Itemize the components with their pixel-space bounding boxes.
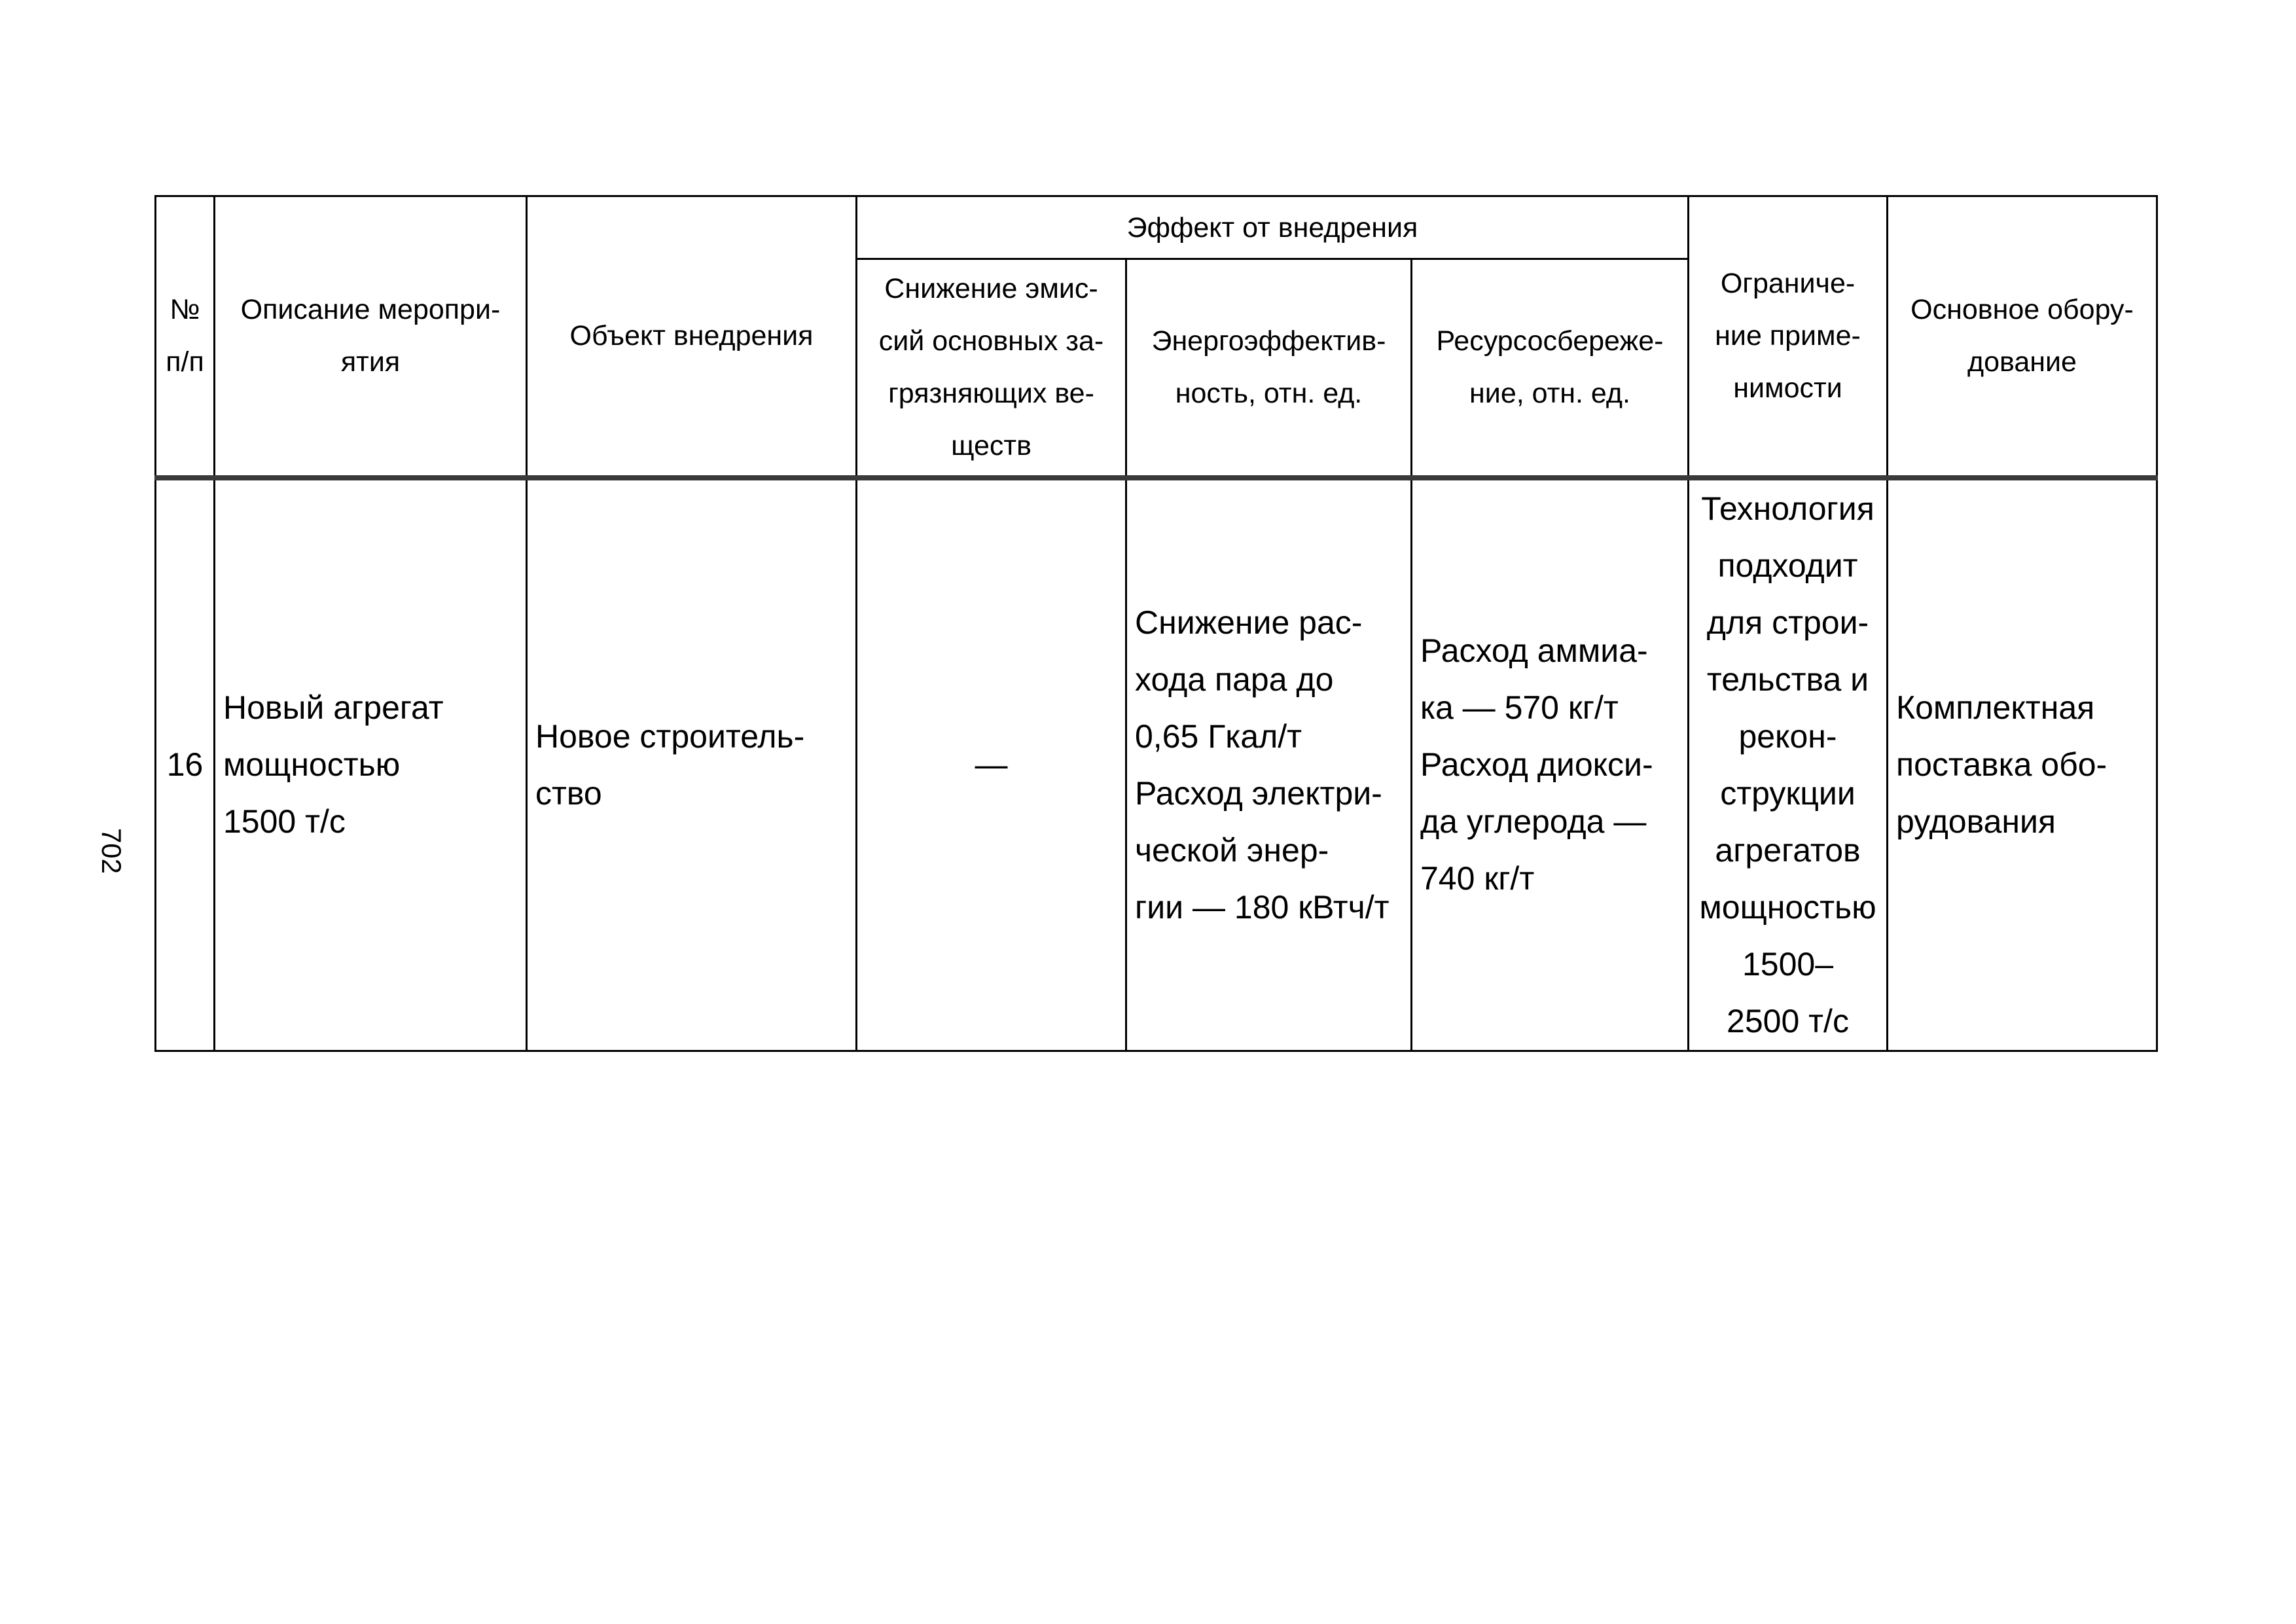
header-equipment: Основное обору- дование xyxy=(1888,196,2157,478)
header-resources: Ресурсосбереже- ние, отн. ед. xyxy=(1412,259,1689,478)
header-emissions: Снижение эмис- сий основных за- грязняющих ве- ществ xyxy=(857,259,1126,478)
cell-object: Новое строитель- ство xyxy=(527,478,857,1051)
table-row xyxy=(156,478,2157,1051)
cell-emissions: — xyxy=(857,478,1126,1051)
bat-table xyxy=(154,195,2158,1052)
header-limits: Ограниче- ние приме- нимости xyxy=(1689,196,1888,478)
header-num: № п/п xyxy=(156,196,215,478)
table-header xyxy=(156,196,2157,478)
cell-energy: Снижение рас- хода пара до 0,65 Гкал/т Расход электри- ческой энер- гии — 180 кВтч/т xyxy=(1126,478,1412,1051)
page-number: 702 xyxy=(96,827,127,875)
cell-description: Новый агрегат мощностью 1500 т/с xyxy=(215,478,527,1051)
cell-num: 16 xyxy=(156,478,215,1051)
table-body xyxy=(156,478,2157,1051)
header-object: Объект внедрения xyxy=(527,196,857,478)
cell-resources: Расход аммиа- ка — 570 кг/т Расход диокси- да углерода — 740 кг/т xyxy=(1412,478,1689,1051)
cell-equipment: Комплектная поставка обо- рудования xyxy=(1888,478,2157,1051)
cell-limits: Технология подходит для строи- тельства и рекон- струкции агрегатов мощностью 1500– 2500 т/с xyxy=(1689,478,1888,1051)
header-description: Описание меропри- ятия xyxy=(215,196,527,478)
header-effect-group: Эффект от внедрения xyxy=(857,196,1689,259)
header-energy: Энергоэффектив- ность, отн. ед. xyxy=(1126,259,1412,478)
